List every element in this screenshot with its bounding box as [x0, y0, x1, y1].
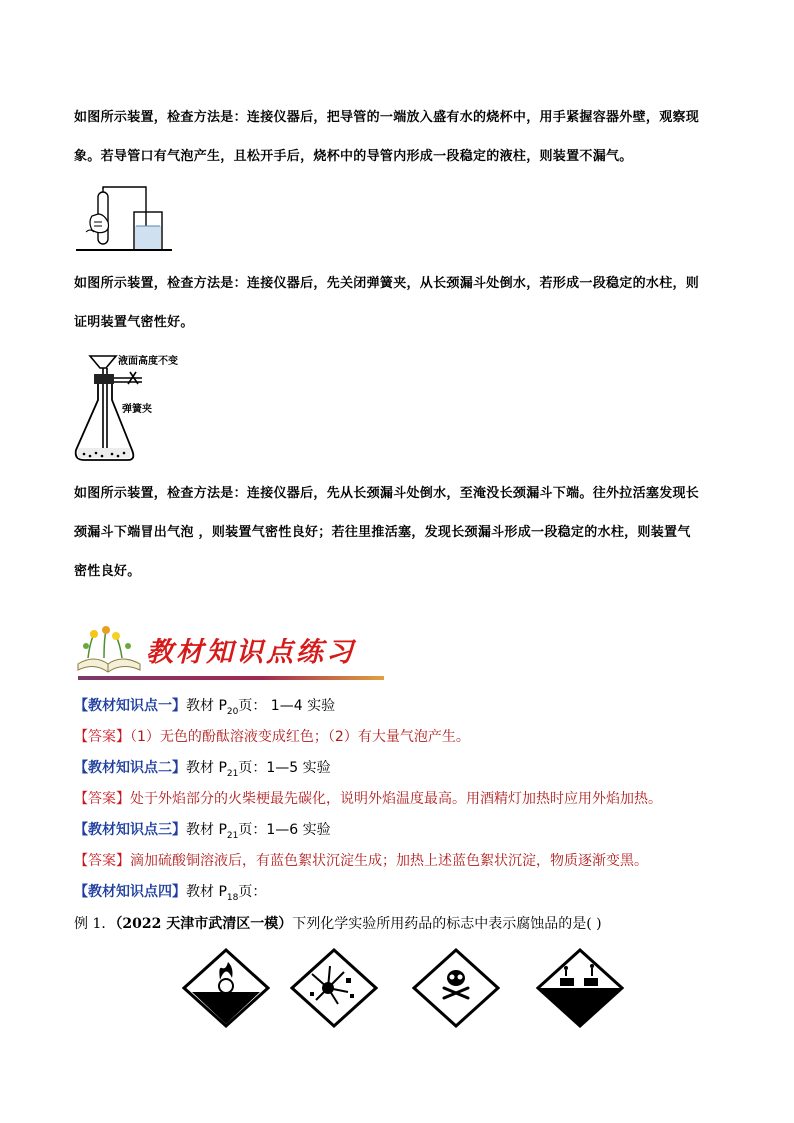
- oxidizer-icon: [182, 948, 270, 1028]
- open-book-icon: [74, 624, 144, 680]
- question-source: （2022 天津市武清区一模）: [115, 916, 293, 932]
- kp3-tag: 【教材知识点三】: [74, 822, 186, 838]
- para2-line1: 如图所示装置，检查方法是：连接仪器后，先关闭弹簧夹，从长颈漏斗处倒水，若形成一段稳定的水柱，则: [74, 276, 700, 291]
- kp2-sub: 21: [226, 768, 239, 779]
- figure-label-clip: 弹簧夹: [122, 404, 152, 415]
- answer-2: [74, 789, 662, 809]
- answer-1: [74, 727, 470, 747]
- kp1-pre: 教材 P: [186, 698, 227, 714]
- ans3-text: 滴加硫酸铜溶液后，有蓝色絮状沉淀生成；加热上述蓝色絮状沉淀，物质逐渐变黑。: [130, 853, 648, 869]
- banner-title: 教材知识点练习: [146, 637, 356, 668]
- question-text: 下列化学实验所用药品的标志中表示腐蚀品的是( ): [292, 916, 602, 932]
- toxic-icon: [412, 948, 500, 1028]
- para3-line1: 如图所示装置，检查方法是：连接仪器后，先从长颈漏斗处倒水，至淹没长颈漏斗下端。往外拉活塞发现长: [74, 486, 700, 501]
- example-question: [74, 913, 602, 933]
- answer-3: [74, 851, 648, 871]
- ans2-tag: 【答案】: [74, 791, 130, 807]
- explosive-icon: [290, 948, 378, 1028]
- para1-line1: 如图所示装置，检查方法是：连接仪器后，把导管的一端放入盛有水的烧杯中，用手紧握容器外壁，观察现: [74, 110, 700, 125]
- kp4-sub: 18: [226, 892, 239, 903]
- kp1-post: 页： 1—4 实验: [238, 698, 336, 714]
- figure-label-level: 液面高度不变: [118, 356, 178, 367]
- paragraph-hand-warming-method: [74, 98, 726, 176]
- kp4-tag: 【教材知识点四】: [74, 884, 186, 900]
- ans2-text: 处于外焰部分的火柴梗最先碳化，说明外焰温度最高。用酒精灯加热时应用外焰加热。: [130, 791, 662, 807]
- kp2-pre: 教材 P: [186, 760, 227, 776]
- section-banner: [74, 624, 384, 686]
- kp4-pre: 教材 P: [186, 884, 227, 900]
- kp4-post: 页：: [238, 884, 267, 900]
- corrosive-icon: [536, 948, 624, 1028]
- knowledge-point-1: [74, 696, 335, 722]
- figure-test-tube-beaker: [74, 186, 174, 254]
- kp3-pre: 教材 P: [186, 822, 227, 838]
- kp3-sub: 21: [226, 830, 239, 841]
- ans1-text: （1）无色的酚酞溶液变成红色；（2）有大量气泡产生。: [130, 729, 470, 745]
- kp2-post: 页：1—5 实验: [238, 760, 331, 776]
- figure-flask-funnel: [72, 350, 192, 468]
- para3-line3: 密性良好。: [74, 564, 141, 579]
- kp1-sub: 20: [226, 706, 239, 717]
- kp3-post: 页：1—6 实验: [238, 822, 331, 838]
- para3-line2: 颈漏斗下端冒出气泡 ，则装置气密性良好；若往里推活塞，发现长颈漏斗形成一段稳定的水柱，则装置气: [74, 525, 691, 540]
- kp1-tag: 【教材知识点一】: [74, 698, 186, 714]
- knowledge-point-4: [74, 882, 266, 908]
- banner-underline: [78, 676, 384, 680]
- knowledge-point-3: [74, 820, 331, 846]
- paragraph-spring-clip-method: [74, 264, 726, 342]
- ans1-tag: 【答案】: [74, 729, 130, 745]
- question-prefix: 例 1．: [74, 916, 116, 932]
- para2-line2: 证明装置气密性好。: [74, 315, 194, 330]
- ans3-tag: 【答案】: [74, 853, 130, 869]
- para1-line2: 象。若导管口有气泡产生，且松开手后，烧杯中的导管内形成一段稳定的液柱，则装置不漏气。: [74, 149, 633, 164]
- knowledge-point-2: [74, 758, 331, 784]
- kp2-tag: 【教材知识点二】: [74, 760, 186, 776]
- paragraph-syringe-method: [74, 474, 726, 591]
